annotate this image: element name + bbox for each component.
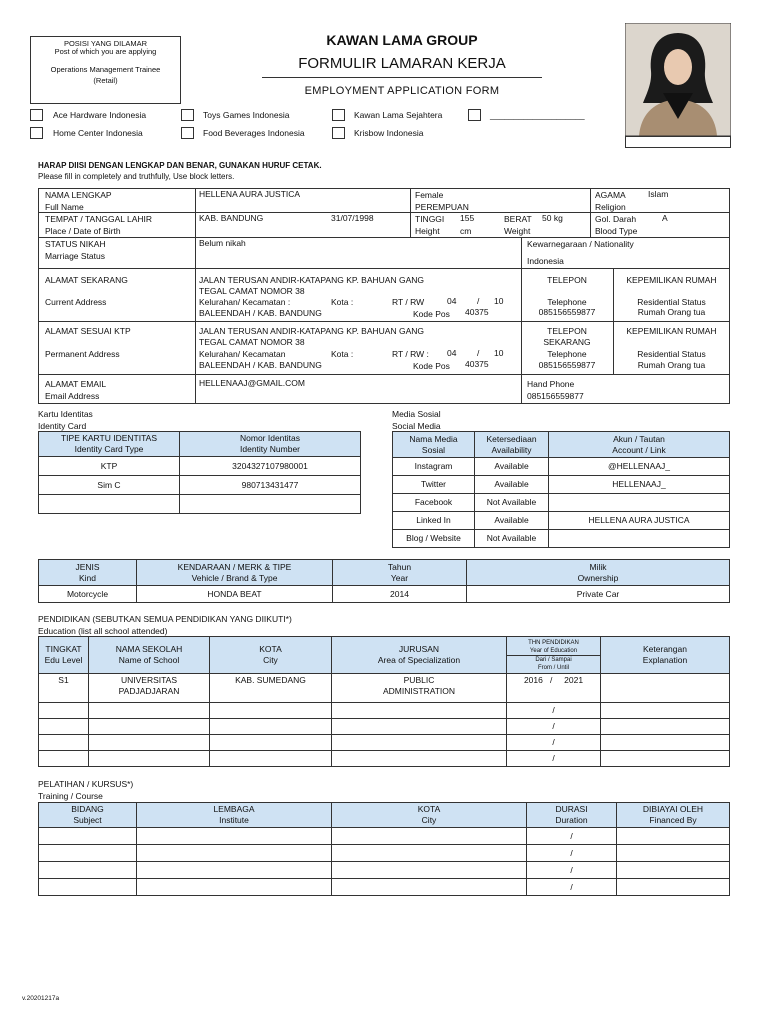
weight-label-en: Weight [504,226,531,236]
current-phone-label-en: Telephone [547,297,587,307]
education-title: PENDIDIKAN (SEBUTKAN SEMUA PENDIDIKAN YANG DIIKUTI*) [38,614,292,624]
religion-field[interactable]: Islam [648,189,669,199]
id-number-cell[interactable]: 980713431477 [180,476,361,495]
education-title-en: Education (list all school attended) [38,626,168,636]
ktp-address-line2[interactable]: TEGAL CAMAT NOMOR 38 [199,337,305,347]
id-number-cell[interactable]: 3204327107980001 [180,457,361,476]
id-type-cell[interactable] [39,495,180,514]
company-name: KAWAN LAMA GROUP [326,32,478,48]
ktp-own-field[interactable]: Rumah Orang tua [637,360,706,370]
birth-place-field[interactable]: KAB. BANDUNG [199,213,264,223]
company-label: Krisbow Indonesia [354,128,424,138]
ktp-postal-field[interactable]: 40375 [465,359,489,369]
table-row [393,512,730,530]
ktp-kota-label: Kota : [331,349,354,359]
marital-label-en: Marriage Status [45,251,105,261]
edu-year-slash: / [507,703,601,719]
current-address-line2[interactable]: TEGAL CAMAT NOMOR 38 [199,286,305,296]
training-col-financed: DIBIAYAI OLEH [642,804,704,814]
position-label-en: Post of which you are applying [54,47,157,56]
ktp-address-line1[interactable]: JALAN TERUSAN ANDIR-KATAPANG KP. BAHUAN GANG [199,326,424,336]
training-col-institute: LEMBAGA [213,804,255,814]
weight-label: BERAT [504,214,532,224]
birth-label-en: Place / Date of Birth [45,226,121,236]
training-col-financed-en: Financed By [649,815,697,825]
checkbox-food-beverages[interactable] [181,127,194,139]
height-label: TINGGI [415,214,445,224]
current-kel-label: Kelurahan/ Kecamatan : [199,297,291,307]
checkbox-other[interactable] [468,109,481,121]
ktp-address-label: ALAMAT SESUAI KTP [45,326,131,336]
instructions-id: HARAP DIISI DENGAN LENGKAP DAN BENAR, GUNAKAN HURUF CETAK. [38,161,322,170]
ktp-address-label-en: Permanent Address [45,349,120,359]
company-label: Kawan Lama Sejahtera [354,110,443,120]
name-label-en: Full Name [45,202,84,212]
position-label: POSISI YANG DILAMAR [63,39,148,48]
marital-field[interactable]: Belum nikah [199,238,246,248]
vehicle-col-year-en: Year [390,572,409,583]
handphone-label: Hand Phone [527,379,575,389]
nationality-label: Kewarnegaraan / Nationality [527,239,634,249]
current-own-label: KEPEMILIKAN RUMAH [626,275,717,285]
table-row [39,735,730,751]
edu-major-cell-2[interactable]: ADMINISTRATION [382,686,456,696]
social-col-account-en: Account / Link [612,444,666,455]
edu-col-fromuntil-en: From / Until [537,664,569,671]
checkbox-ace-hardware[interactable] [30,109,43,121]
current-postal-label: Kode Pos [413,309,450,319]
company-label: Home Center Indonesia [53,128,143,138]
title-rule [262,77,542,78]
height-label-en: Height [415,226,440,236]
current-address-line1[interactable]: JALAN TERUSAN ANDIR-KATAPANG KP. BAHUAN GANG [199,275,424,285]
edu-year-slash: / [549,675,553,685]
social-account-cell[interactable]: @HELLENAAJ_ [549,458,730,476]
edu-major-cell[interactable]: PUBLIC [403,675,435,685]
training-title: PELATIHAN / KURSUS*) [38,779,134,789]
training-col-subject: BIDANG [71,804,104,814]
training-table [38,802,730,896]
edu-col-city-en: City [263,655,278,665]
company-label: Food Beverages Indonesia [203,128,305,138]
table-row [39,751,730,767]
current-address-label: ALAMAT SEKARANG [45,275,128,285]
version-footer: v.20201217a [22,995,60,1002]
company-label: Ace Hardware Indonesia [53,110,147,120]
ktp-rt-field[interactable]: 04 [447,348,457,358]
edu-from-cell[interactable]: 2016 [523,675,543,685]
id-col-number-en: Identity Number [240,444,300,454]
training-title-en: Training / Course [38,791,103,801]
social-avail-cell[interactable]: Available [475,476,549,494]
company-other-blank[interactable]: ____________________ [490,110,585,120]
current-postal-field[interactable]: 40375 [465,307,489,317]
edu-col-major: JURUSAN [398,644,440,654]
current-rtrw-slash: / [477,296,480,306]
ktp-postal-label: Kode Pos [413,361,450,371]
edu-city-cell[interactable]: KAB. SUMEDANG [210,674,332,703]
id-col-type-en: Identity Card Type [74,444,144,454]
gender-en: Female [415,190,444,200]
social-account-cell[interactable]: HELLENA AURA JUSTICA [549,512,730,530]
ktp-own-label-en: Residential Status [637,349,706,359]
social-title-en: Social Media [392,421,441,431]
vehicle-col-year: Tahun [387,561,412,572]
current-kota-label: Kota : [331,297,354,307]
current-address-label-en: Current Address [45,297,107,307]
current-phone-field[interactable]: 085156559877 [538,307,596,317]
vehicle-col-owner-en: Ownership [577,572,619,583]
social-avail-cell[interactable]: Available [475,458,549,476]
training-col-institute-en: Institute [219,815,249,825]
vehicle-owner-cell[interactable]: Private Car [467,586,730,603]
social-col-avail: Ketersediaan [486,433,537,444]
edu-col-city: KOTA [259,644,282,654]
training-duration-slash: / [527,862,617,879]
table-row [39,476,361,495]
edu-year-slash: / [507,751,601,767]
edu-col-fromuntil: Dari / Sampai [535,656,572,663]
table-row [39,457,361,476]
edu-col-notes: Keterangan [643,644,687,654]
edu-col-level-en: Edu Level [44,655,83,665]
edu-col-level: TINGKAT [45,644,82,654]
blood-label-en: Blood Type [595,226,638,236]
id-type-cell[interactable]: KTP [39,457,180,476]
social-media-table [392,431,730,548]
social-account-cell[interactable] [549,530,730,548]
birth-date-field[interactable]: 31/07/1998 [331,213,374,223]
vehicle-col-owner: Milik [589,561,607,572]
social-avail-cell[interactable]: Not Available [475,494,549,512]
training-duration-slash: / [527,845,617,862]
vehicle-col-kind: JENIS [75,561,100,572]
religion-label: AGAMA [595,190,626,200]
ktp-district-field[interactable]: BALEENDAH / KAB. BANDUNG [199,360,322,370]
id-card-title-en: Identity Card [38,421,87,431]
social-name-cell: Linked In [393,512,475,530]
vehicle-year-cell[interactable]: 2014 [333,586,467,603]
checkbox-home-center[interactable] [30,127,43,139]
social-name-cell: Blog / Website [393,530,475,548]
vehicle-col-kind-en: Kind [78,572,96,583]
table-row [39,879,730,896]
full-name-field[interactable]: HELLENA AURA JUSTICA [199,189,301,199]
form-title: FORMULIR LAMARAN KERJA [298,55,506,72]
training-col-city-en: City [421,815,437,825]
current-rw-field[interactable]: 10 [494,296,504,306]
ktp-phone-field[interactable]: 085156559877 [538,360,596,370]
edu-col-year-en: Year of Education [507,647,600,656]
id-col-number: Nomor Identitas [240,433,300,443]
ktp-own-label: KEPEMILIKAN RUMAH [626,326,717,336]
ktp-rw-field[interactable]: 10 [494,348,504,358]
edu-col-major-en: Area of Specialization [377,655,461,665]
current-phone-label: TELEPON [547,275,587,285]
social-avail-cell[interactable]: Available [475,512,549,530]
social-col-name: Nama Media [409,433,458,444]
training-col-city: KOTA [417,804,441,814]
edu-col-year: THN PENDIDIKAN [528,639,579,646]
name-label: NAMA LENGKAP [45,190,112,200]
training-duration-slash: / [527,879,617,896]
id-col-type: TIPE KARTU IDENTITAS [60,433,158,443]
edu-col-notes-en: Explanation [642,655,688,665]
table-row [39,674,730,703]
weight-field[interactable]: 50 kg [542,213,563,223]
ktp-rtrw-slash: / [477,348,480,358]
social-name-cell: Instagram [393,458,475,476]
social-title: Media Sosial [392,409,441,419]
social-col-name2: Sosial [421,444,446,455]
edu-col-school-en: Name of School [118,655,180,665]
table-row [39,586,730,603]
edu-notes-cell[interactable] [601,674,730,703]
edu-year-slash: / [507,735,601,751]
table-row [393,494,730,512]
training-col-duration-en: Duration [555,815,588,825]
social-avail-cell[interactable]: Not Available [475,530,549,548]
ktp-rtrw-label: RT / RW : [392,349,429,359]
table-row [39,495,361,514]
table-row [39,862,730,879]
form-subtitle: EMPLOYMENT APPLICATION FORM [304,85,500,97]
ktp-phone-label: TELEPON [547,326,587,336]
email-label-en: Email Address [45,391,100,401]
blood-field[interactable]: A [662,213,668,223]
table-row [39,845,730,862]
id-card-table [38,431,361,514]
social-col-avail-en: Availability [491,444,532,455]
checkbox-krisbow[interactable] [332,127,345,139]
current-rt-field[interactable]: 04 [447,296,457,306]
edu-year-slash: / [507,719,601,735]
birth-label: TEMPAT / TANGGAL LAHIR [45,214,153,224]
checkbox-kawan-lama-sejahtera[interactable] [332,109,345,121]
table-row [393,476,730,494]
training-col-subject-en: Subject [73,815,102,825]
edu-col-school: NAMA SEKOLAH [115,644,183,654]
ktp-kel-label: Kelurahan/ Kecamatan [199,349,286,359]
social-account-cell[interactable]: HELLENAAJ_ [549,476,730,494]
current-own-label-en: Residential Status [637,297,706,307]
blood-label: Gol. Darah [595,214,637,224]
id-type-cell[interactable]: Sim C [39,476,180,495]
position-box [30,36,181,104]
current-district-field[interactable]: BALEENDAH / KAB. BANDUNG [199,308,322,318]
email-field[interactable]: HELLENAAJ@GMAIL.COM [199,378,305,388]
vehicle-brand-cell[interactable]: HONDA BEAT [137,586,333,603]
ktp-phone-label2: SEKARANG [543,337,591,347]
handphone-field[interactable]: 085156559877 [527,391,584,401]
social-name-cell: Facebook [393,494,475,512]
height-unit: cm [460,226,472,236]
social-name-cell: Twitter [393,476,475,494]
training-col-duration: DURASI [555,804,588,814]
edu-school-cell[interactable]: UNIVERSITAS [120,675,178,685]
vehicle-table [38,559,730,603]
training-duration-slash: / [527,828,617,845]
ktp-phone-label-en: Telephone [547,349,587,359]
table-row [39,703,730,719]
instructions-en: Please fill in completely and truthfully, Use block letters. [38,172,235,181]
checkbox-toys-games[interactable] [181,109,194,121]
social-account-cell[interactable] [549,494,730,512]
nationality-field[interactable]: Indonesia [527,256,564,266]
edu-until-cell[interactable]: 2021 [564,675,584,685]
table-row [393,530,730,548]
table-row [39,719,730,735]
table-row [393,458,730,476]
company-label: Toys Games Indonesia [203,110,290,120]
edu-school-cell-2[interactable]: PADJADJARAN [118,686,180,696]
photo-caption-box [625,136,731,148]
id-number-cell[interactable] [180,495,361,514]
vehicle-kind-cell[interactable]: Motorcycle [39,586,137,603]
religion-label-en: Religion [595,202,626,212]
position-value[interactable]: Operations Management Trainee (Retail) [50,65,161,85]
gender-field[interactable]: PEREMPUAN [415,202,469,212]
social-col-account: Akun / Tautan [613,433,665,444]
vehicle-col-brand: KENDARAAN / MERK & TIPE [177,561,292,572]
edu-level-cell[interactable]: S1 [39,674,89,703]
table-row [39,828,730,845]
marital-label: STATUS NIKAH [45,239,106,249]
education-table [38,636,730,767]
height-field[interactable]: 155 [460,213,475,223]
applicant-photo [625,23,731,136]
id-card-title: Kartu Identitas [38,409,93,419]
current-own-field[interactable]: Rumah Orang tua [637,307,706,317]
vehicle-col-brand-en: Vehicle / Brand & Type [191,572,278,583]
current-rtrw-label: RT / RW [392,297,425,307]
email-label: ALAMAT EMAIL [45,379,107,389]
